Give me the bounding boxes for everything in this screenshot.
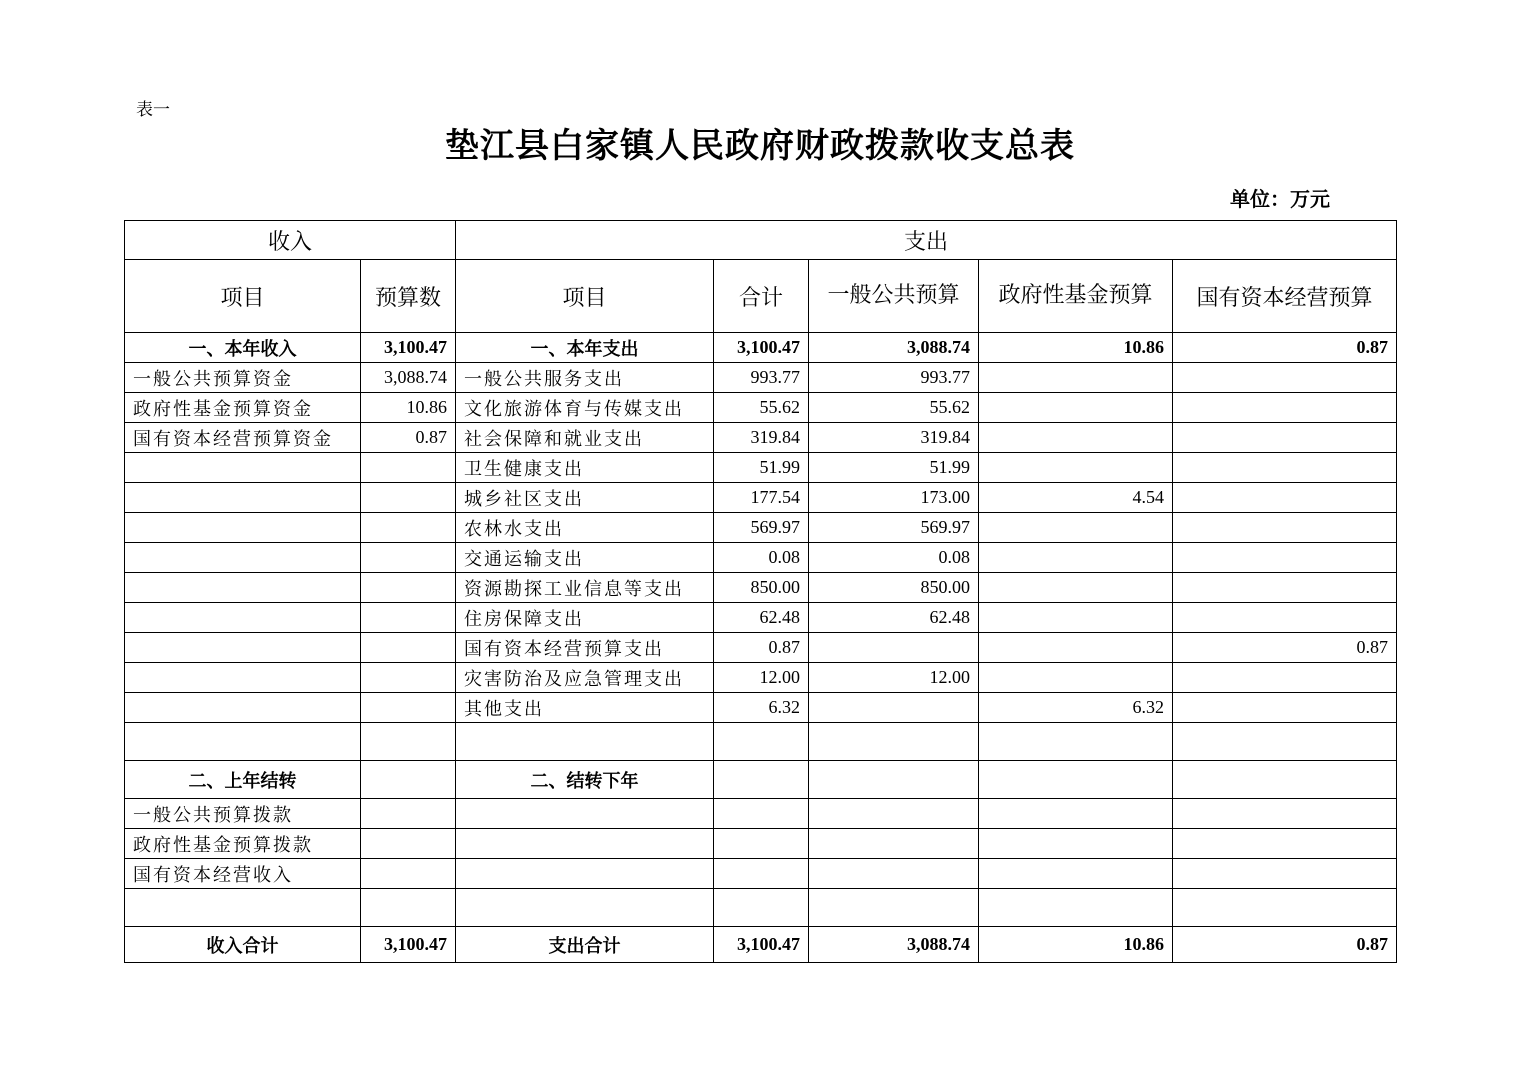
general-budget-header: 一般公共预算 <box>809 260 979 333</box>
expense-header: 支出 <box>456 221 1397 260</box>
table-row <box>125 573 1397 603</box>
state-cell <box>1173 859 1397 889</box>
income-item-cell <box>125 603 361 633</box>
income-value-cell <box>361 693 456 723</box>
income-value-cell <box>361 453 456 483</box>
expense-item-cell: 资源勘探工业信息等支出 <box>456 573 714 603</box>
state-capital-header: 国有资本经营预算 <box>1173 260 1397 333</box>
table-row <box>125 453 1397 483</box>
income-value-cell <box>361 829 456 859</box>
section1-general: 3,088.74 <box>809 333 979 363</box>
fund-cell <box>979 513 1173 543</box>
state-cell <box>1173 543 1397 573</box>
income-total-value: 3,100.47 <box>361 927 456 963</box>
header-row-1 <box>125 221 1397 260</box>
income-item-cell <box>125 633 361 663</box>
fund-budget-header: 政府性基金预算 <box>979 260 1173 333</box>
general-cell <box>809 633 979 663</box>
total-cell: 55.62 <box>714 393 809 423</box>
income-value-cell: 3,088.74 <box>361 363 456 393</box>
fund-cell <box>979 663 1173 693</box>
fund-cell <box>979 603 1173 633</box>
table-row <box>125 603 1397 633</box>
general-cell <box>809 859 979 889</box>
income-item-header: 项目 <box>125 260 361 333</box>
income-value-cell <box>361 663 456 693</box>
general-cell: 569.97 <box>809 513 979 543</box>
general-cell: 55.62 <box>809 393 979 423</box>
income-value-cell: 0.87 <box>361 423 456 453</box>
table-row <box>125 693 1397 723</box>
expense-item-cell: 国有资本经营预算支出 <box>456 633 714 663</box>
section1-row <box>125 333 1397 363</box>
section1-income-value: 3,100.47 <box>361 333 456 363</box>
total-cell: 319.84 <box>714 423 809 453</box>
income-value-cell: 10.86 <box>361 393 456 423</box>
state-cell <box>1173 663 1397 693</box>
total-cell: 12.00 <box>714 663 809 693</box>
total-cell: 177.54 <box>714 483 809 513</box>
expense-item-cell: 交通运输支出 <box>456 543 714 573</box>
expense-item-cell <box>456 723 714 761</box>
income-item-cell: 政府性基金预算资金 <box>125 393 361 423</box>
fund-cell <box>979 543 1173 573</box>
expense-item-cell: 农林水支出 <box>456 513 714 543</box>
general-cell: 993.77 <box>809 363 979 393</box>
unit-label: 单位：万元 <box>1230 189 1330 211</box>
state-cell <box>1173 723 1397 761</box>
income-value-cell <box>361 633 456 663</box>
total-cell: 569.97 <box>714 513 809 543</box>
total-cell <box>714 723 809 761</box>
income-total-label: 收入合计 <box>125 927 361 963</box>
fund-cell: 4.54 <box>979 483 1173 513</box>
income-value-cell <box>361 859 456 889</box>
state-cell <box>1173 799 1397 829</box>
table-row <box>125 513 1397 543</box>
expense-total-label: 支出合计 <box>456 927 714 963</box>
income-value-cell <box>361 723 456 761</box>
income-item-cell <box>125 543 361 573</box>
income-value-cell <box>361 603 456 633</box>
fund-cell <box>979 859 1173 889</box>
table-label: 表一 <box>136 100 170 119</box>
expense-item-cell <box>456 799 714 829</box>
table-row <box>125 543 1397 573</box>
expense-item-cell: 社会保障和就业支出 <box>456 423 714 453</box>
expense-item-cell <box>456 889 714 927</box>
section1-state: 0.87 <box>1173 333 1397 363</box>
total-header: 合计 <box>714 260 809 333</box>
table-row <box>125 799 1397 829</box>
state-sum: 0.87 <box>1173 927 1397 963</box>
fund-cell <box>979 363 1173 393</box>
income-item-cell: 一般公共预算拨款 <box>125 799 361 829</box>
page-title: 垫江县白家镇人民政府财政拨款收支总表 <box>445 128 1075 165</box>
total-sum: 3,100.47 <box>714 927 809 963</box>
fund-cell <box>979 453 1173 483</box>
section2-expense-label: 二、结转下年 <box>456 761 714 799</box>
total-cell <box>714 889 809 927</box>
fund-cell <box>979 423 1173 453</box>
income-item-cell <box>125 723 361 761</box>
general-cell <box>809 829 979 859</box>
state-cell <box>1173 603 1397 633</box>
section1-total: 3,100.47 <box>714 333 809 363</box>
general-cell <box>809 723 979 761</box>
expense-item-cell: 住房保障支出 <box>456 603 714 633</box>
income-value-cell <box>361 761 456 799</box>
income-item-cell: 国有资本经营收入 <box>125 859 361 889</box>
table-row <box>125 483 1397 513</box>
state-cell <box>1173 393 1397 423</box>
income-item-cell <box>125 663 361 693</box>
income-item-cell <box>125 453 361 483</box>
income-value-cell <box>361 889 456 927</box>
general-cell: 319.84 <box>809 423 979 453</box>
income-value-cell <box>361 573 456 603</box>
general-cell <box>809 889 979 927</box>
total-cell: 6.32 <box>714 693 809 723</box>
fund-cell <box>979 889 1173 927</box>
fund-cell <box>979 723 1173 761</box>
income-item-cell <box>125 573 361 603</box>
fund-cell <box>979 761 1173 799</box>
fund-cell <box>979 573 1173 603</box>
expense-item-cell: 其他支出 <box>456 693 714 723</box>
income-item-cell: 国有资本经营预算资金 <box>125 423 361 453</box>
income-value-cell <box>361 543 456 573</box>
general-cell <box>809 693 979 723</box>
total-cell: 62.48 <box>714 603 809 633</box>
total-cell: 993.77 <box>714 363 809 393</box>
fund-cell <box>979 633 1173 663</box>
header-row-2 <box>125 260 1397 333</box>
expense-item-cell: 卫生健康支出 <box>456 453 714 483</box>
general-cell: 0.08 <box>809 543 979 573</box>
general-cell: 173.00 <box>809 483 979 513</box>
expense-item-cell <box>456 859 714 889</box>
state-cell: 0.87 <box>1173 633 1397 663</box>
state-cell <box>1173 573 1397 603</box>
expense-item-header: 项目 <box>456 260 714 333</box>
general-cell: 12.00 <box>809 663 979 693</box>
state-cell <box>1173 693 1397 723</box>
income-value-cell <box>361 513 456 543</box>
general-sum: 3,088.74 <box>809 927 979 963</box>
expense-item-cell: 城乡社区支出 <box>456 483 714 513</box>
state-cell <box>1173 761 1397 799</box>
state-cell <box>1173 363 1397 393</box>
table-row <box>125 663 1397 693</box>
fund-cell <box>979 799 1173 829</box>
total-cell: 0.87 <box>714 633 809 663</box>
state-cell <box>1173 829 1397 859</box>
state-cell <box>1173 513 1397 543</box>
table-row <box>125 829 1397 859</box>
state-cell <box>1173 483 1397 513</box>
blank-row <box>125 889 1397 927</box>
total-cell <box>714 799 809 829</box>
general-cell <box>809 761 979 799</box>
total-cell: 0.08 <box>714 543 809 573</box>
section1-fund: 10.86 <box>979 333 1173 363</box>
total-cell <box>714 859 809 889</box>
income-value-cell <box>361 799 456 829</box>
income-budget-header: 预算数 <box>361 260 456 333</box>
expense-item-cell: 文化旅游体育与传媒支出 <box>456 393 714 423</box>
table-row <box>125 393 1397 423</box>
expense-item-cell <box>456 829 714 859</box>
table-row <box>125 363 1397 393</box>
totals-row <box>125 927 1397 963</box>
total-cell: 850.00 <box>714 573 809 603</box>
general-cell <box>809 799 979 829</box>
general-cell: 51.99 <box>809 453 979 483</box>
income-header: 收入 <box>125 221 456 260</box>
total-cell <box>714 761 809 799</box>
total-cell: 51.99 <box>714 453 809 483</box>
finance-summary-table <box>124 220 1397 963</box>
income-item-cell <box>125 483 361 513</box>
section2-income-label: 二、上年结转 <box>125 761 361 799</box>
blank-row <box>125 723 1397 761</box>
table-row <box>125 423 1397 453</box>
section1-income-label: 一、本年收入 <box>125 333 361 363</box>
fund-cell: 6.32 <box>979 693 1173 723</box>
income-item-cell <box>125 889 361 927</box>
income-item-cell <box>125 693 361 723</box>
fund-cell <box>979 829 1173 859</box>
fund-cell <box>979 393 1173 423</box>
table-row <box>125 633 1397 663</box>
state-cell <box>1173 423 1397 453</box>
general-cell: 850.00 <box>809 573 979 603</box>
income-item-cell <box>125 513 361 543</box>
fund-sum: 10.86 <box>979 927 1173 963</box>
expense-item-cell: 一般公共服务支出 <box>456 363 714 393</box>
section1-expense-label: 一、本年支出 <box>456 333 714 363</box>
total-cell <box>714 829 809 859</box>
expense-item-cell: 灾害防治及应急管理支出 <box>456 663 714 693</box>
general-cell: 62.48 <box>809 603 979 633</box>
state-cell <box>1173 889 1397 927</box>
income-value-cell <box>361 483 456 513</box>
table-row <box>125 859 1397 889</box>
income-item-cell: 一般公共预算资金 <box>125 363 361 393</box>
income-item-cell: 政府性基金预算拨款 <box>125 829 361 859</box>
state-cell <box>1173 453 1397 483</box>
section2-row <box>125 761 1397 799</box>
